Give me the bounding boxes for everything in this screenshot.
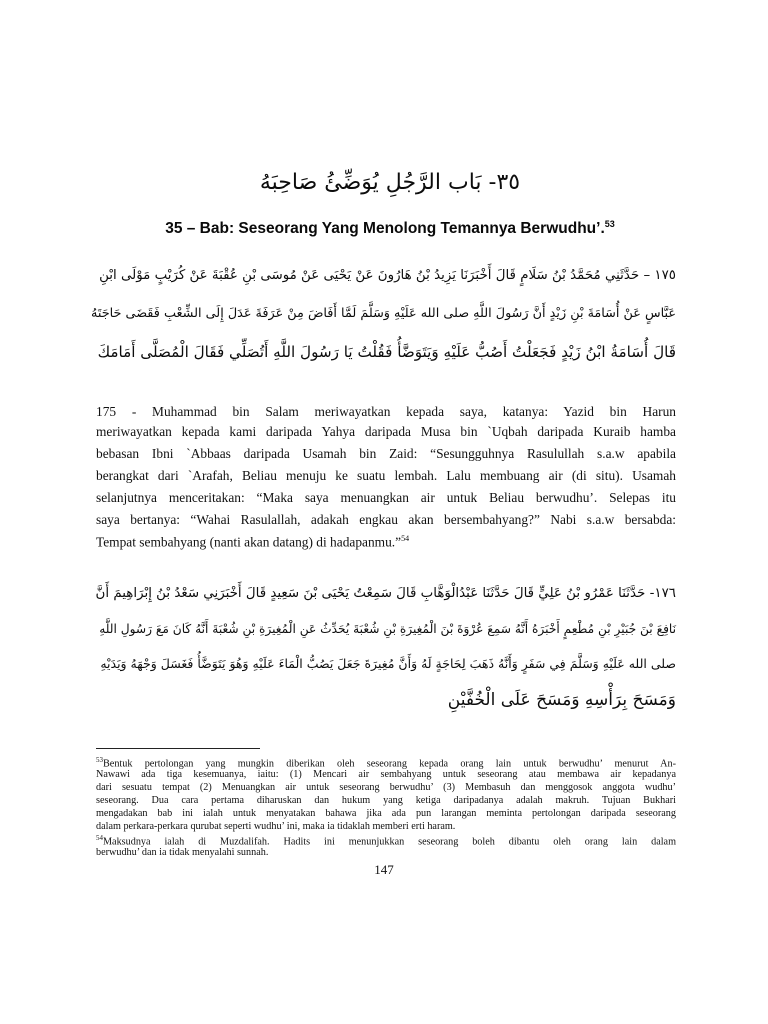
hadith-175-translation-line-1: 175 - Muhammad bin Salam meriwayatkan kepada saya, katanya: Yazid bin Harun	[96, 404, 676, 419]
hadith-176-arabic-line-2: نَافِعَ بْنَ جُبَيْرِ بْنِ مُطْعِمٍ أَخْبَرَهُ أَنَّهُ سَمِعَ عُرْوَةَ بْنَ الْمُغِيرَةِ بْنِ شُعْبَةَ يُحَدِّثُ عَنِ الْمُغِيرَةِ بْنِ شُعْبَةَ أَنَّهُ كَانَ مَعَ رَسُولِ اللَّهِ	[99, 622, 676, 636]
footnote-53-line-4: seseorang. Dua cara pertama diharuskan dan hukum yang ketiga daripadanya adalah makruh. Tujuan Bukhari	[96, 795, 676, 806]
footnote-53-line-3: dari sesuatu tempat (2) Menuangkan air untuk seseorang berwudhu’ (3) Membasuh dan menggosok anggota wudhu’	[96, 782, 676, 793]
chapter-heading	[130, 219, 650, 238]
footnote-ref-53: 53	[604, 219, 615, 229]
footnote-53-text-1: Bentuk pertolongan yang mungkin diberikan oleh seseorang kepada orang lain untuk berwudhu’ menurut An-	[103, 758, 676, 770]
footnote-53-line-1	[96, 756, 676, 769]
page-number: 147	[374, 862, 394, 877]
footnote-54-line-1	[96, 834, 676, 847]
footnote-ref-54: 54	[401, 534, 410, 543]
hadith-175-translation-line-2: meriwayatkan kepada kami daripada Yahya daripada Musa bin `Uqbah daripada Kuraib hamba	[96, 424, 676, 439]
arabic-chapter-title: ٣٥- بَاب الرَّجُلِ يُوَضِّئُ صَاحِبَهُ	[259, 170, 521, 195]
hadith-175-translation-line-7	[96, 534, 676, 550]
chapter-heading-text: 35 – Bab: Seseorang Yang Menolong Temannya Berwudhu’.	[165, 220, 605, 238]
hadith-175-translation-line-6: saya bertanya: “Wahai Rasulallah, adakah engkau akan bersembahyang?” Nabi s.a.w bersabda:	[96, 512, 676, 527]
footnote-53-marker: 53	[96, 756, 103, 764]
footnote-53-line-2: Nawawi ada tiga kesemuanya, iaitu: (1) Mencari air sembahyang untuk seseorang atau membawa air kepadanya	[96, 769, 676, 780]
footnote-53-line-6: dalam perkara-perkara qurubat seperti wudhu’ ini, maka ia tidaklah memberi erti haram.	[96, 821, 456, 832]
hadith-176-arabic-line-3: صلى الله عَلَيْهِ وَسَلَّمَ فِي سَفَرٍ وَأَنَّهُ ذَهَبَ لِحَاجَةٍ لَهُ وَأَنَّ مُغِيرَةَ جَعَلَ يَصُبُّ الْمَاءَ عَلَيْهِ وَهُوَ يَتَوَضَّأُ فَغَسَلَ وَجْهَهُ وَيَدَيْهِ	[100, 656, 676, 671]
footnote-54-marker: 54	[96, 834, 103, 842]
hadith-175-translation-line-4: berangkat dari `Arafah, Beliau menuju ke suatu lembah. Lalu membuang air (di situ). Usamah	[96, 468, 676, 483]
hadith-175-translation-line-3: bebasan Ibni `Abbaas daripada Usamah bin Zaid: “Sesungguhnya Rasulullah s.a.w apabila	[96, 446, 676, 461]
footnote-54-text-1: Maksudnya ialah di Muzdalifah. Hadits ini menunjukkan seseorang boleh dibantu oleh orang lain dalam	[103, 836, 676, 848]
footnote-divider	[96, 748, 260, 749]
hadith-176-arabic-line-4: وَمَسَحَ بِرَأْسِهِ وَمَسَحَ عَلَى الْخُفَّيْنِ	[447, 690, 676, 710]
hadith-175-arabic-line-2: عَبَّاسٍ عَنْ أُسَامَةَ بْنِ زَيْدٍ أَنَّ رَسُولَ اللَّهِ صلى الله عَلَيْهِ وَسَلَّمَ لَمَّا أَفَاضَ مِنْ عَرَفَةَ عَدَلَ إِلَى الشِّعْبِ فَقَضَى حَاجَتَهُ	[91, 306, 676, 321]
footnote-53-line-5: mengadakan bab ini ialah untuk menyatakan bahawa jika ada pun larangan meminta pertolongan daripada seseorang	[96, 808, 676, 819]
hadith-175-translation-line-7-text: Tempat sembahyang (nanti akan datang) di hadapanmu.”	[96, 534, 402, 550]
footnote-54-line-2: berwudhu’ dan ia tidak menyalahi sunnah.	[96, 847, 269, 858]
hadith-175-arabic-line-1: ١٧٥ – حَدَّثَنِي مُحَمَّدُ بْنُ سَلَامٍ قَالَ أَخْبَرَنَا يَزِيدُ بْنُ هَارُونَ عَنْ يَحْيَى عَنْ مُوسَى بْنِ عُقْبَةَ عَنْ كُرَيْبٍ مَوْلَى ابْنِ	[99, 268, 676, 283]
hadith-176-arabic-line-1: ١٧٦- حَدَّثَنَا عَمْرُو بْنُ عَلِيٍّ قَالَ حَدَّثَنَا عَبْدُالْوَهَّابِ قَالَ سَمِعْتُ يَحْيَى بْنَ سَعِيدٍ قَالَ أَخْبَرَنِي سَعْدُ بْنُ إِبْرَاهِيمَ أَنَّ	[95, 586, 676, 601]
hadith-175-arabic-line-3: قَالَ أُسَامَةُ ابْنُ زَيْدٍ فَجَعَلْتُ أَصُبُّ عَلَيْهِ وَيَتَوَضَّأُ فَقُلْتُ يَا رَسُولَ اللَّهِ أَتُصَلِّي فَقَالَ الْمُصَلَّى أَمَامَكَ	[97, 343, 676, 361]
hadith-175-translation-line-5: selanjutnya menceritakan: “Maka saya menuangkan air untuk Beliau berwudhu’. Selepas itu	[96, 490, 676, 505]
